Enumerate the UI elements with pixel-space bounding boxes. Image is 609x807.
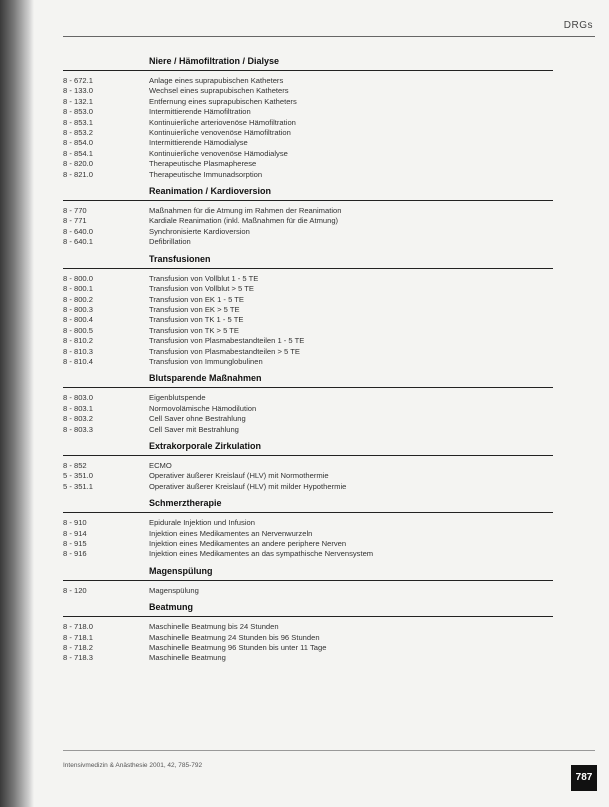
code-row: [63, 206, 553, 216]
procedure-code: 8 - 821.0: [63, 169, 93, 179]
procedure-label: Kontinuierliche arteriovenöse Hämofiltration: [149, 117, 296, 127]
procedure-label: Transfusion von Vollblut 1 - 5 TE: [149, 273, 259, 283]
code-row: [63, 326, 553, 336]
code-row: [63, 586, 553, 596]
procedure-label: Transfusion von Immunglobulinen: [149, 356, 263, 366]
procedure-code: 8 - 915: [63, 539, 87, 548]
procedure-label: Maschinelle Beatmung bis 24 Stunden: [149, 622, 279, 632]
book-binding-shadow: [0, 0, 34, 807]
procedure-code: 8 - 771: [63, 216, 87, 226]
section: [63, 566, 553, 596]
procedure-code: 8 - 820.0: [63, 159, 93, 169]
procedure-code: 8 - 672.1: [63, 76, 93, 85]
procedure-code: 8 - 803.1: [63, 403, 93, 413]
code-row: [63, 622, 553, 632]
code-row: [63, 128, 553, 138]
footer-citation: Intensivmedizin & Anästhesie 2001, 42, 785-792: [63, 762, 203, 769]
code-row: [63, 357, 553, 367]
procedure-code: 8 - 800.2: [63, 294, 93, 304]
procedure-code: 8 - 916: [63, 549, 87, 559]
code-row: [63, 237, 553, 247]
code-row: [63, 643, 553, 653]
code-row: [63, 425, 553, 435]
section-title: Reanimation / Kardioversion: [149, 186, 272, 197]
procedure-label: Eigenblutspende: [149, 393, 206, 403]
code-row: [63, 97, 553, 107]
drg-code-list: [63, 56, 553, 670]
section-rule: [63, 455, 553, 456]
code-row: [63, 404, 553, 414]
footer-rule: [63, 750, 595, 751]
code-row: [63, 471, 553, 481]
procedure-label: Injektion eines Medikamentes an Nervenwurzeln: [149, 528, 313, 538]
procedure-code: 8 - 810.2: [63, 336, 93, 346]
section: [63, 441, 553, 492]
section-rule: [63, 268, 553, 269]
procedure-label: Normovolämische Hämodilution: [149, 403, 257, 413]
procedure-code: 8 - 810.4: [63, 356, 93, 366]
procedure-code: 8 - 910: [63, 518, 87, 528]
procedure-code: 5 - 351.1: [63, 481, 93, 491]
procedure-code: 8 - 800.1: [63, 284, 93, 294]
procedure-label: Maschinelle Beatmung: [149, 653, 226, 663]
procedure-label: Operativer äußerer Kreislauf (HLV) mit milder Hypothermie: [149, 481, 347, 491]
procedure-label: Epidurale Injektion und Infusion: [149, 518, 255, 528]
procedure-code: 8 - 800.3: [63, 304, 93, 314]
section-title: Transfusionen: [149, 253, 211, 264]
procedure-code: 8 - 914: [63, 528, 87, 538]
section: [63, 56, 553, 180]
procedure-code: 8 - 770: [63, 206, 87, 216]
procedure-label: Maschinelle Beatmung 24 Stunden bis 96 Stunden: [149, 632, 320, 642]
section: [63, 602, 553, 664]
code-row: [63, 347, 553, 357]
procedure-code: 8 - 853.0: [63, 107, 93, 117]
procedure-code: 5 - 351.0: [63, 471, 93, 481]
procedure-code: 8 - 718.1: [63, 632, 93, 642]
running-header: DRGs: [563, 20, 593, 31]
procedure-label: Therapeutische Immunadsorption: [149, 169, 263, 179]
code-row: [63, 159, 553, 169]
code-row: [63, 216, 553, 226]
code-row: [63, 633, 553, 643]
section-title: Beatmung: [149, 602, 194, 613]
code-row: [63, 118, 553, 128]
procedure-code: 8 - 120: [63, 585, 87, 595]
procedure-code: 8 - 640.0: [63, 226, 93, 236]
procedure-code: 8 - 132.1: [63, 96, 93, 106]
code-row: [63, 227, 553, 237]
procedure-label: Transfusion von EK 1 - 5 TE: [149, 294, 244, 304]
procedure-label: Intermittierende Hämodialyse: [149, 138, 248, 148]
section-rule: [63, 616, 553, 617]
procedure-code: 8 - 800.0: [63, 273, 93, 283]
procedure-code: 8 - 803.0: [63, 393, 93, 403]
procedure-label: Transfusion von TK 1 - 5 TE: [149, 315, 244, 325]
code-row: [63, 305, 553, 315]
code-row: [63, 482, 553, 492]
procedure-label: Kardiale Reanimation (inkl. Maßnahmen für die Atmung): [149, 216, 339, 226]
section: [63, 254, 553, 368]
section-title: Blutsparende Maßnahmen: [149, 373, 262, 384]
procedure-label: Entfernung eines suprapubischen Katheters: [149, 96, 297, 106]
code-row: [63, 414, 553, 424]
code-row: [63, 549, 553, 559]
code-row: [63, 653, 553, 663]
procedure-label: Transfusion von EK > 5 TE: [149, 304, 240, 314]
procedure-code: 8 - 854.0: [63, 138, 93, 148]
procedure-label: Maßnahmen für die Atmung im Rahmen der Reanimation: [149, 206, 342, 216]
procedure-label: Kontinuierliche venovenöse Hämofiltration: [149, 128, 291, 138]
section: [63, 373, 553, 435]
procedure-label: Transfusion von Plasmabestandteilen > 5 TE: [149, 346, 300, 356]
procedure-label: Injektion eines Medikamentes an andere periphere Nerven: [149, 539, 347, 548]
procedure-label: Anlage eines suprapubischen Katheters: [149, 76, 284, 85]
procedure-label: Therapeutische Plasmapherese: [149, 159, 257, 169]
procedure-code: 8 - 718.2: [63, 643, 93, 653]
procedure-label: Cell Saver ohne Bestrahlung: [149, 414, 246, 424]
code-row: [63, 295, 553, 305]
procedure-code: 8 - 718.0: [63, 622, 93, 632]
procedure-label: Maschinelle Beatmung 96 Stunden bis unter 11 Tage: [149, 643, 327, 653]
procedure-label: Injektion eines Medikamentes an das sympathische Nervensystem: [149, 549, 374, 559]
procedure-code: 8 - 853.2: [63, 128, 93, 138]
procedure-code: 8 - 810.3: [63, 346, 93, 356]
code-row: [63, 539, 553, 549]
code-row: [63, 336, 553, 346]
header-rule: [63, 36, 595, 37]
code-row: [63, 284, 553, 294]
section-title: Extrakorporale Zirkulation: [149, 440, 262, 451]
procedure-code: 8 - 803.2: [63, 414, 93, 424]
code-row: [63, 518, 553, 528]
section-title: Schmerztherapie: [149, 498, 222, 509]
procedure-label: Intermittierende Hämofiltration: [149, 107, 251, 117]
code-row: [63, 170, 553, 180]
section-rule: [63, 580, 553, 581]
procedure-label: Kontinuierliche venovenöse Hämodialyse: [149, 148, 288, 158]
page-number: 787: [571, 765, 597, 791]
procedure-label: Wechsel eines suprapubischen Katheters: [149, 86, 289, 96]
code-row: [63, 274, 553, 284]
code-row: [63, 138, 553, 148]
procedure-code: 8 - 800.4: [63, 315, 93, 325]
code-row: [63, 86, 553, 96]
procedure-label: Transfusion von TK > 5 TE: [149, 325, 239, 335]
procedure-code: 8 - 640.1: [63, 237, 93, 247]
code-row: [63, 149, 553, 159]
section-rule: [63, 387, 553, 388]
section-rule: [63, 70, 553, 71]
procedure-label: Cell Saver mit Bestrahlung: [149, 424, 239, 434]
procedure-label: ECMO: [149, 460, 172, 470]
procedure-label: Synchronisierte Kardioversion: [149, 226, 250, 236]
code-row: [63, 393, 553, 403]
procedure-code: 8 - 853.1: [63, 117, 93, 127]
procedure-code: 8 - 803.3: [63, 424, 93, 434]
section-rule: [63, 200, 553, 201]
procedure-label: Defibrillation: [149, 237, 191, 247]
section-rule: [63, 512, 553, 513]
procedure-code: 8 - 800.5: [63, 325, 93, 335]
procedure-label: Transfusion von Plasmabestandteilen 1 - 5 TE: [149, 336, 305, 346]
procedure-label: Operativer äußerer Kreislauf (HLV) mit Normothermie: [149, 471, 329, 481]
procedure-code: 8 - 852: [63, 460, 87, 470]
code-row: [63, 315, 553, 325]
section-title: Niere / Hämofiltration / Dialyse: [149, 56, 280, 66]
procedure-code: 8 - 718.3: [63, 653, 93, 663]
code-row: [63, 76, 553, 86]
procedure-label: Transfusion von Vollblut > 5 TE: [149, 284, 254, 294]
section-title: Magenspülung: [149, 565, 213, 576]
code-row: [63, 107, 553, 117]
procedure-code: 8 - 854.1: [63, 148, 93, 158]
section: [63, 498, 553, 560]
code-row: [63, 529, 553, 539]
procedure-label: Magenspülung: [149, 585, 199, 595]
procedure-code: 8 - 133.0: [63, 86, 93, 96]
section: [63, 186, 553, 248]
code-row: [63, 461, 553, 471]
